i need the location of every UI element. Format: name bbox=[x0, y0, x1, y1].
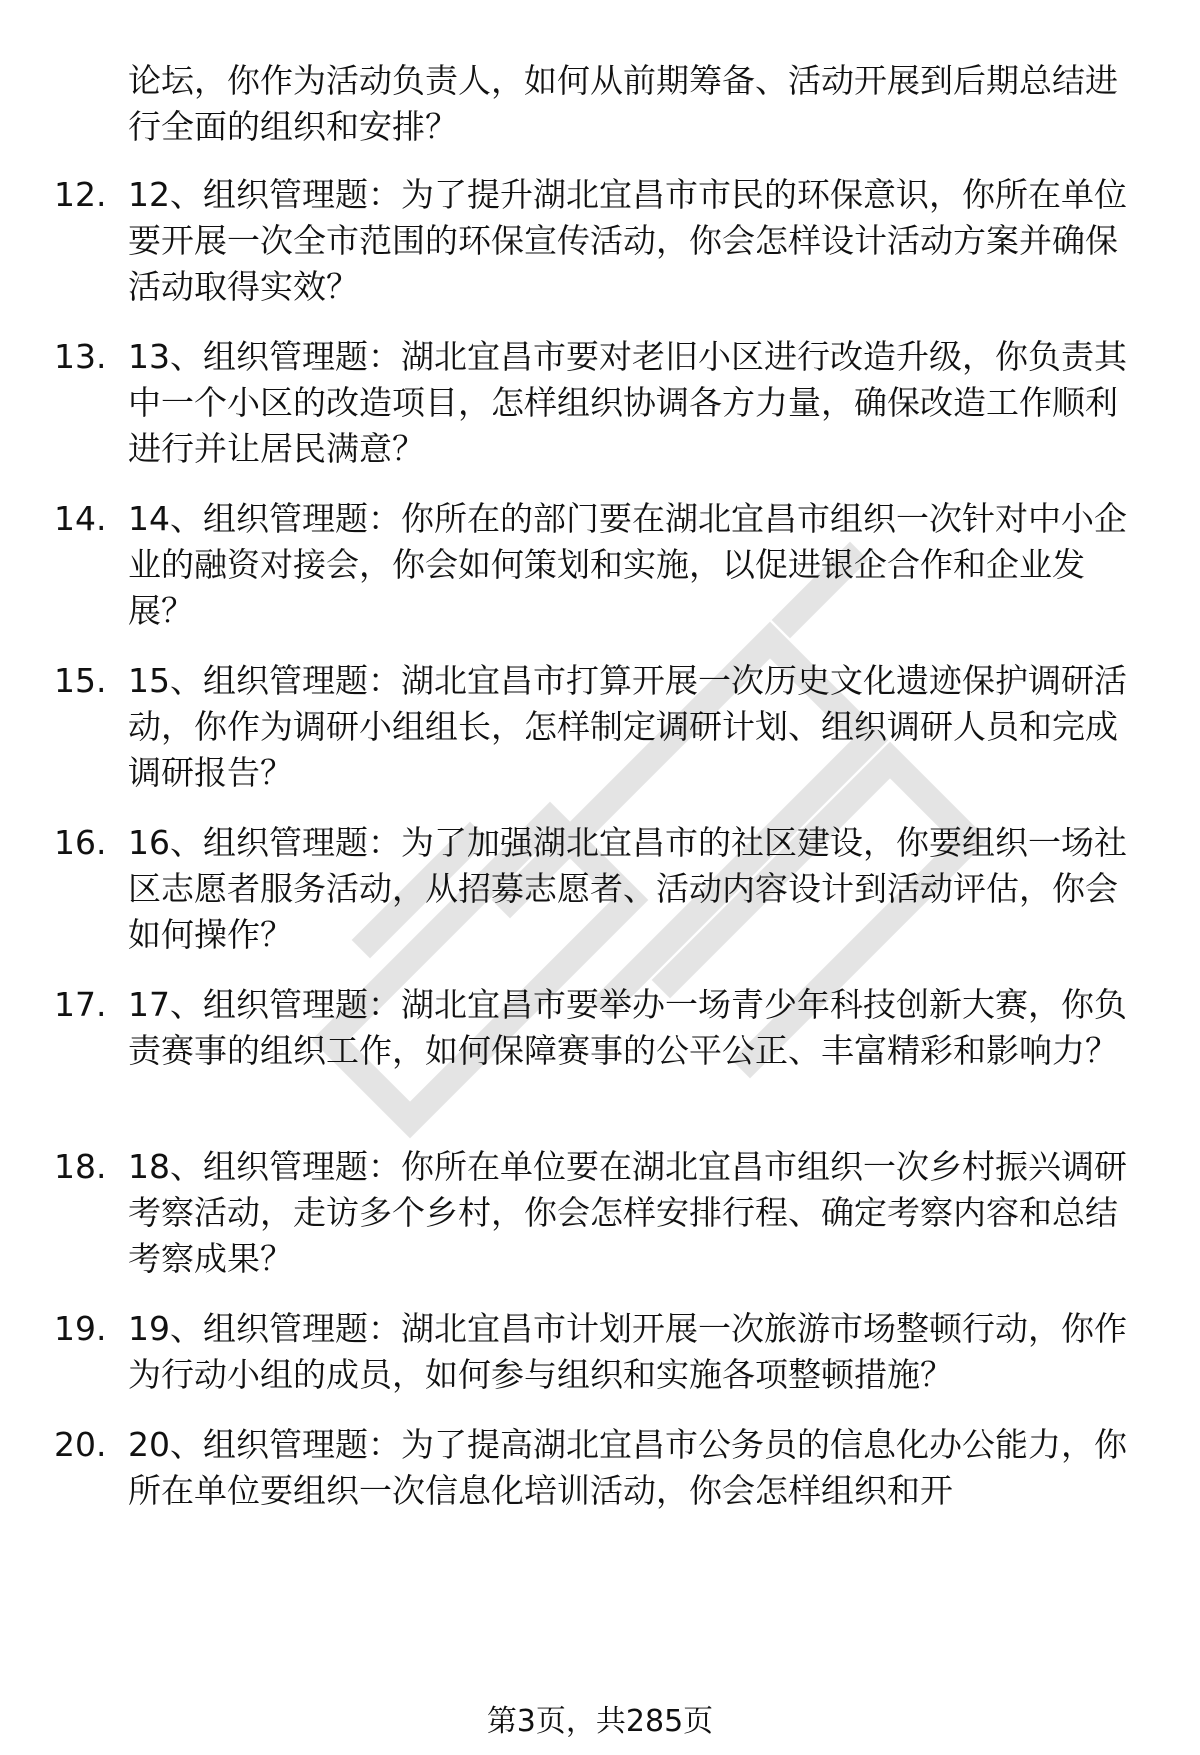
page-footer: 第3页，共285页 bbox=[486, 1704, 714, 1739]
question-number: 20. bbox=[54, 1425, 107, 1464]
question-text: 18、组织管理题：你所在单位要在湖北宜昌市组织一次乡村振兴调研考察活动，走访多个乡村，你会怎样安排行程、确定考察内容和总结考察成果？ bbox=[128, 1147, 1127, 1278]
question-text: 14、组织管理题：你所在的部门要在湖北宜昌市组织一次针对中小企业的融资对接会，你会如何策划和实施，以促进银企合作和企业发展？ bbox=[128, 499, 1127, 630]
question-number: 17. bbox=[54, 985, 107, 1024]
question-number: 16. bbox=[54, 823, 107, 862]
question-text: 15、组织管理题：湖北宜昌市打算开展一次历史文化遗迹保护调研活动，你作为调研小组组长，怎样制定调研计划、组织调研人员和完成调研报告？ bbox=[128, 661, 1127, 792]
question-text: 19、组织管理题：湖北宜昌市计划开展一次旅游市场整顿行动，你作为行动小组的成员，如何参与组织和实施各项整顿措施？ bbox=[128, 1309, 1127, 1394]
question-text: 13、组织管理题：湖北宜昌市要对老旧小区进行改造升级，你负责其中一个小区的改造项目，怎样组织协调各方力量，确保改造工作顺利进行并让居民满意？ bbox=[128, 337, 1127, 468]
question-text: 17、组织管理题：湖北宜昌市要举办一场青少年科技创新大赛，你负责赛事的组织工作，如何保障赛事的公平公正、丰富精彩和影响力？ bbox=[128, 985, 1127, 1070]
question-text: 20、组织管理题：为了提高湖北宜昌市公务员的信息化办公能力，你所在单位要组织一次信息化培训活动，你会怎样组织和开 bbox=[128, 1425, 1127, 1510]
intro-paragraph: 论坛，你作为活动负责人，如何从前期筹备、活动开展到后期总结进行全面的组织和安排？ bbox=[128, 61, 1118, 146]
question-number: 13. bbox=[54, 337, 107, 376]
question-text: 12、组织管理题：为了提升湖北宜昌市市民的环保意识，你所在单位要开展一次全市范围的环保宣传活动，你会怎样设计活动方案并确保活动取得实效？ bbox=[128, 175, 1127, 306]
question-text: 16、组织管理题：为了加强湖北宜昌市的社区建设，你要组织一场社区志愿者服务活动，从招募志愿者、活动内容设计到活动评估，你会如何操作？ bbox=[128, 823, 1127, 954]
question-number: 14. bbox=[54, 499, 107, 538]
question-number: 15. bbox=[54, 661, 107, 700]
question-number: 12. bbox=[54, 175, 107, 214]
question-number: 18. bbox=[54, 1147, 107, 1186]
question-number: 19. bbox=[54, 1309, 107, 1348]
